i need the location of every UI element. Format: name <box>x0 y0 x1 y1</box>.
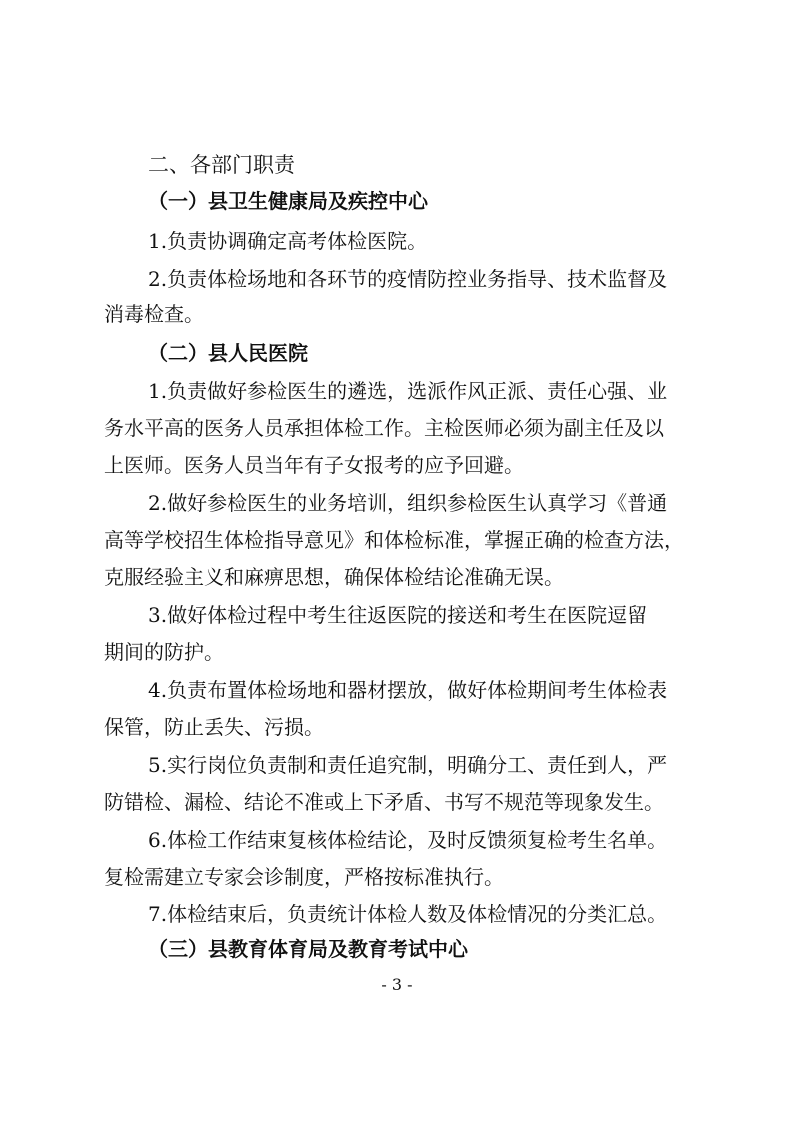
subsection-title: （三）县教育体育局及教育考试中心 <box>148 937 468 961</box>
paragraph-line: 2.负责体检场地和各环节的疫情防控业务指导、技术监督及 <box>148 267 668 291</box>
paragraph-line: 4.负责布置体检场地和器材摆放，做好体检期间考生体检表 <box>148 678 668 702</box>
paragraph-line: 1.负责做好参检医生的遴选，选派作风正派、责任心强、业 <box>148 379 668 403</box>
paragraph-line: 5.实行岗位负责制和责任追究制，明确分工、责任到人，严 <box>148 753 668 777</box>
paragraph-line: 保管，防止丢失、污损。 <box>104 715 324 739</box>
paragraph-line: 6.体检工作结束复核体检结论，及时反馈须复检考生名单。 <box>148 828 668 852</box>
paragraph-line: 务水平高的医务人员承担体检工作。主检医师必须为副主任及以 <box>104 416 664 440</box>
paragraph-line: 高等学校招生体检指导意见》和体检标准，掌握正确的检查方法， <box>104 528 684 552</box>
paragraph-line: 1.负责协调确定高考体检医院。 <box>148 229 428 253</box>
subsection-title: （一）县卫生健康局及疾控中心 <box>148 189 428 213</box>
paragraph-line: 7.体检结束后，负责统计体检人数及体检情况的分类汇总。 <box>148 902 668 926</box>
paragraph-line: 3.做好体检过程中考生往返医院的接送和考生在医院逗留 <box>148 603 648 627</box>
paragraph-line: 消毒检查。 <box>104 302 204 326</box>
paragraph-line: 2.做好参检医生的业务培训，组织参检医生认真学习《普通 <box>148 491 668 515</box>
page-number: - 3 - <box>381 975 413 994</box>
paragraph-line: 上医师。医务人员当年有子女报考的应予回避。 <box>104 453 524 477</box>
paragraph-line: 期间的防护。 <box>104 640 224 664</box>
section-title: 二、各部门职责 <box>148 153 295 177</box>
subsection-title: （二）县人民医院 <box>148 341 308 365</box>
paragraph-line: 防错检、漏检、结论不准或上下矛盾、书写不规范等现象发生。 <box>104 790 664 814</box>
paragraph-line: 克服经验主义和麻痹思想，确保体检结论准确无误。 <box>104 565 564 589</box>
paragraph-line: 复检需建立专家会诊制度，严格按标准执行。 <box>104 865 504 889</box>
